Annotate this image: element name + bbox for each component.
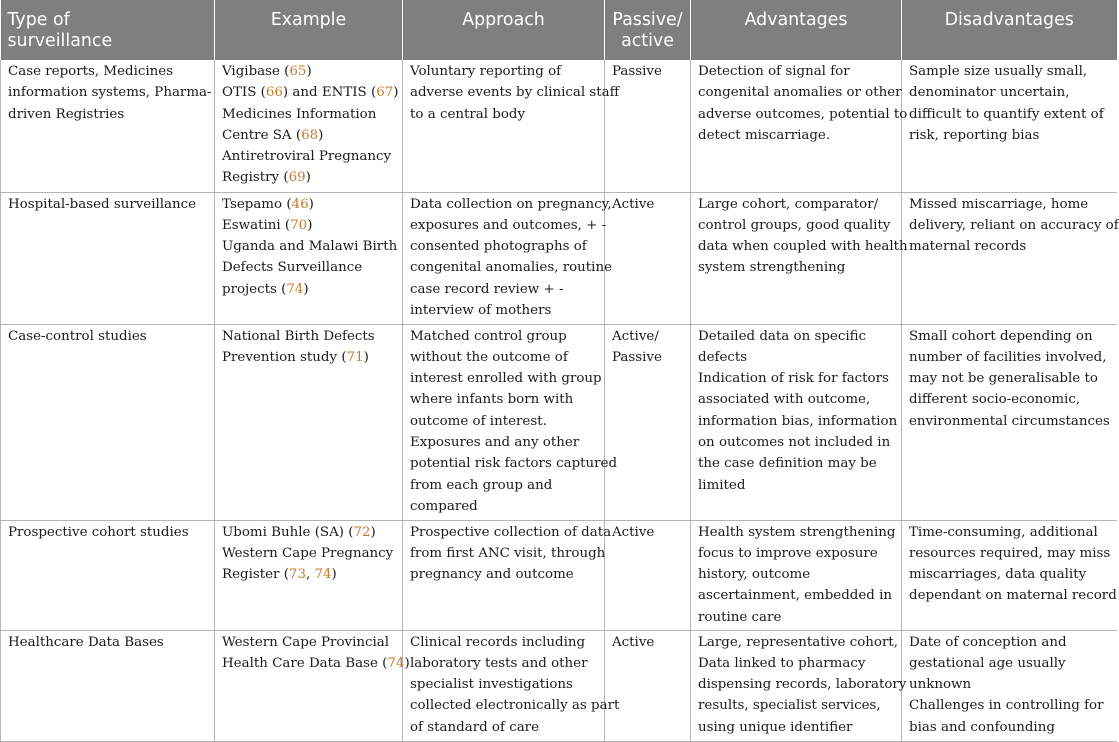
example-text: ): [331, 567, 337, 583]
approach-line: of standard of care: [410, 719, 540, 735]
cell-passive: [605, 520, 691, 630]
example-text: ) and ENTIS (: [282, 85, 377, 101]
cell-example: [215, 192, 403, 324]
example-text: Medicines Information: [222, 106, 377, 122]
example-text: Health Care Data Base (: [222, 655, 388, 671]
passive-line: Passive: [612, 349, 662, 365]
header-row: [1, 0, 1117, 60]
table-row: [1, 60, 1117, 192]
cell-passive: [605, 630, 691, 741]
type-line: Hospital-based surveillance: [8, 196, 197, 212]
header-example: [215, 0, 403, 60]
advantages-line: limited: [698, 477, 746, 493]
example-line: [222, 522, 395, 543]
header-example-label: Example: [270, 10, 347, 30]
example-text: Prevention study (: [222, 349, 347, 365]
type-line: Case reports, Medicines: [8, 64, 174, 79]
advantages-line: routine care: [698, 609, 782, 625]
disadvantages-line: gestational age usually: [909, 655, 1066, 671]
passive-line: Active: [612, 634, 655, 650]
reference-link[interactable]: 74: [387, 655, 405, 671]
passive-line: Active: [612, 524, 655, 540]
cell-example: [215, 60, 403, 192]
cell-approach: [403, 630, 620, 741]
advantages-line: on outcomes not included in: [698, 434, 891, 450]
cell-type: [1, 192, 215, 324]
advantages-line: system strengthening: [698, 260, 846, 276]
approach-line: to a central body: [410, 106, 526, 122]
approach-line: from each group and: [410, 477, 553, 493]
approach-line: adverse events by clinical staff: [410, 85, 620, 101]
disadvantages-line: difficult to quantify extent of: [909, 106, 1104, 122]
approach-line: potential risk factors captured: [410, 456, 618, 472]
approach-line: Clinical records including: [410, 634, 586, 650]
disadvantages-line: Date of conception and: [909, 634, 1067, 650]
example-text: ): [307, 217, 313, 233]
example-line: [222, 82, 399, 103]
approach-line: collected electronically as part: [410, 698, 620, 714]
cell-passive: [605, 192, 691, 324]
cell-advantages: [691, 60, 908, 192]
example-text: ): [363, 349, 369, 365]
advantages-line: history, outcome: [698, 567, 811, 583]
passive-line: Active: [612, 196, 655, 212]
advantages-line: focus to improve exposure: [698, 545, 878, 561]
approach-line: exposures and outcomes, + -: [410, 217, 607, 233]
approach-line: interest enrolled with group: [410, 371, 602, 387]
reference-link[interactable]: 66: [265, 85, 283, 101]
example-line: [222, 236, 398, 257]
example-text: Centre SA (: [222, 127, 302, 143]
table-body: [1, 60, 1117, 741]
approach-line: where infants born with: [410, 392, 574, 408]
approach-line: pregnancy and outcome: [410, 567, 574, 583]
advantages-line: associated with outcome,: [698, 392, 871, 408]
example-text: Western Cape Provincial: [222, 634, 390, 650]
advantages-line: information bias, information: [698, 413, 898, 429]
disadvantages-line: miscarriages, data quality: [909, 567, 1087, 583]
cell-advantages: [691, 324, 902, 520]
type-line: information systems, Pharma-: [8, 85, 212, 101]
disadvantages-line: different socio-economic,: [909, 392, 1081, 408]
cell-approach: [403, 520, 612, 630]
type-line: Prospective cohort studies: [8, 524, 189, 540]
reference-link[interactable]: 46: [291, 196, 309, 212]
approach-line: congenital anomalies, routine: [410, 260, 613, 276]
approach-line: Matched control group: [410, 328, 567, 344]
example-text: OTIS (: [222, 85, 266, 101]
disadvantages-line: number of facilities involved,: [909, 349, 1107, 365]
table-row: [1, 192, 1117, 324]
disadvantages-line: Sample size usually small,: [909, 64, 1088, 79]
example-line: [222, 632, 395, 653]
example-text: ): [305, 170, 311, 186]
header-passive-line2: active: [621, 31, 674, 51]
example-text: ): [308, 196, 314, 212]
header-type-line2: surveillance: [7, 31, 113, 51]
disadvantages-line: maternal records: [909, 239, 1027, 255]
cell-type: [1, 60, 215, 192]
cell-disadvantages: [902, 192, 1117, 324]
cell-disadvantages: [902, 324, 1117, 520]
header-advantages: [691, 0, 902, 60]
disadvantages-line: environmental circumstances: [909, 413, 1110, 429]
reference-link[interactable]: 71: [346, 349, 364, 365]
approach-line: without the outcome of: [410, 349, 568, 365]
advantages-line: using unique identifier: [698, 719, 853, 735]
cell-disadvantages: [902, 60, 1117, 192]
disadvantages-line: risk, reporting bias: [909, 127, 1040, 143]
passive-line: Active/: [612, 328, 659, 344]
cell-type: [1, 520, 215, 630]
approach-line: consented photographs of: [410, 239, 587, 255]
reference-link[interactable]: 74: [286, 281, 304, 297]
table-row: [1, 324, 1117, 520]
example-line: [222, 347, 395, 368]
approach-line: specialist investigations: [410, 677, 573, 693]
disadvantages-line: bias and confounding: [909, 719, 1055, 735]
header-type-of-surveillance: [1, 0, 215, 60]
table-row: [1, 630, 1117, 741]
advantages-line: adverse outcomes, potential to: [698, 106, 908, 122]
example-text: Register (: [222, 567, 289, 583]
cell-passive: [605, 324, 691, 520]
example-text: Uganda and Malawi Birth: [222, 239, 398, 255]
disadvantages-line: Small cohort depending on: [909, 328, 1093, 344]
example-line: [222, 104, 395, 125]
reference-link[interactable]: 67: [376, 85, 394, 101]
example-text: ): [318, 127, 324, 143]
approach-line: outcome of interest.: [410, 413, 547, 429]
approach-line: Prospective collection of data: [410, 524, 612, 540]
advantages-line: Large cohort, comparator/: [698, 196, 879, 212]
example-line: [222, 61, 395, 82]
approach-line: Voluntary reporting of: [410, 64, 562, 79]
example-line: [222, 125, 395, 146]
advantages-line: the case definition may be: [698, 456, 877, 472]
cell-advantages: [691, 192, 908, 324]
approach-line: interview of mothers: [410, 302, 552, 318]
example-line: [222, 326, 395, 347]
example-text: Vigibase (: [222, 64, 290, 79]
disadvantages-line: resources required, may miss: [909, 545, 1111, 561]
reference-link[interactable]: 69: [288, 170, 306, 186]
example-text: ): [306, 64, 312, 79]
example-text: Defects Surveillance: [222, 260, 363, 276]
header-approach-label: Approach: [462, 10, 545, 30]
advantages-line: Health system strengthening: [698, 524, 896, 540]
approach-line: compared: [410, 498, 478, 514]
type-line: Healthcare Data Bases: [8, 634, 164, 650]
cell-passive: [605, 60, 691, 192]
approach-line: Data collection on pregnancy,: [410, 196, 612, 212]
disadvantages-line: Missed miscarriage, home: [909, 196, 1089, 212]
cell-disadvantages: [902, 630, 1117, 741]
example-text: Tsepamo (: [222, 196, 292, 212]
disadvantages-line: dependant on maternal record: [909, 588, 1117, 604]
cell-type: [1, 630, 215, 741]
reference-link[interactable]: 72: [353, 524, 371, 540]
example-text: ): [393, 85, 399, 101]
approach-line: case record review + -: [410, 281, 564, 297]
example-text: ): [370, 524, 376, 540]
advantages-line: results, specialist services,: [698, 698, 881, 714]
cell-approach: [403, 192, 613, 324]
cell-type: [1, 324, 215, 520]
table-row: [1, 520, 1117, 630]
example-line: [222, 146, 395, 167]
cell-approach: [403, 60, 620, 192]
type-line: driven Registries: [8, 106, 125, 122]
advantages-line: Indication of risk for factors: [698, 371, 889, 387]
disadvantages-line: Challenges in controlling for: [909, 698, 1104, 714]
type-line: Case-control studies: [8, 328, 147, 344]
example-text: Western Cape Pregnancy: [222, 545, 394, 561]
example-line: [222, 215, 395, 236]
example-text: ): [404, 655, 410, 671]
reference-link[interactable]: 74: [314, 567, 332, 583]
example-text: Eswatini (: [222, 217, 291, 233]
cell-example: [215, 324, 403, 520]
example-line: [222, 543, 395, 564]
example-line: [222, 653, 410, 674]
passive-line: Passive: [612, 64, 662, 79]
approach-line: laboratory tests and other: [410, 655, 588, 671]
reference-link[interactable]: 65: [289, 64, 307, 79]
example-text: Registry (: [222, 170, 289, 186]
header-type-line1: Type of: [7, 10, 70, 30]
header-passive-active: [605, 0, 691, 60]
cell-disadvantages: [902, 520, 1117, 630]
example-line: [222, 257, 395, 278]
approach-line: Exposures and any other: [410, 434, 580, 450]
advantages-line: Data linked to pharmacy: [698, 655, 866, 671]
disadvantages-line: may not be generalisable to: [909, 371, 1098, 387]
advantages-line: defects: [698, 349, 748, 365]
example-line: [222, 279, 395, 300]
cell-example: [215, 520, 403, 630]
example-text: projects (: [222, 281, 287, 297]
cell-advantages: [691, 520, 902, 630]
disadvantages-line: unknown: [909, 677, 972, 693]
advantages-line: dispensing records, laboratory: [698, 677, 907, 693]
reference-link[interactable]: 73: [288, 567, 306, 583]
cell-advantages: [691, 630, 907, 741]
advantages-line: congenital anomalies or other: [698, 85, 902, 101]
advantages-line: control groups, good quality: [698, 217, 891, 233]
advantages-line: Detection of signal for: [698, 64, 850, 79]
disadvantages-line: delivery, reliant on accuracy of: [909, 217, 1119, 233]
header-advantages-label: Advantages: [744, 10, 848, 30]
example-text: ,: [305, 567, 315, 583]
header-disadvantages-label: Disadvantages: [944, 10, 1074, 30]
example-line: [222, 194, 395, 215]
example-text: National Birth Defects: [222, 328, 375, 344]
example-line: [222, 167, 395, 188]
example-text: Antiretroviral Pregnancy: [222, 149, 392, 165]
example-line: [222, 564, 395, 585]
cell-example: [215, 630, 410, 741]
advantages-line: detect miscarriage.: [698, 127, 831, 143]
advantages-line: Large, representative cohort,: [698, 634, 898, 650]
header-approach: [403, 0, 605, 60]
header-disadvantages: [902, 0, 1117, 60]
reference-link[interactable]: 70: [290, 217, 308, 233]
cell-approach: [403, 324, 618, 520]
header-passive-line1: Passive/: [612, 10, 683, 30]
disadvantages-line: denominator uncertain,: [909, 85, 1070, 101]
advantages-line: ascertainment, embedded in: [698, 588, 893, 604]
disadvantages-line: Time-consuming, additional: [909, 524, 1098, 540]
approach-line: from first ANC visit, through: [410, 545, 606, 561]
reference-link[interactable]: 68: [301, 127, 319, 143]
example-text: Ubomi Buhle (SA) (: [222, 524, 354, 540]
advantages-line: data when coupled with health: [698, 239, 908, 255]
example-text: ): [303, 281, 309, 297]
advantages-line: Detailed data on specific: [698, 328, 867, 344]
